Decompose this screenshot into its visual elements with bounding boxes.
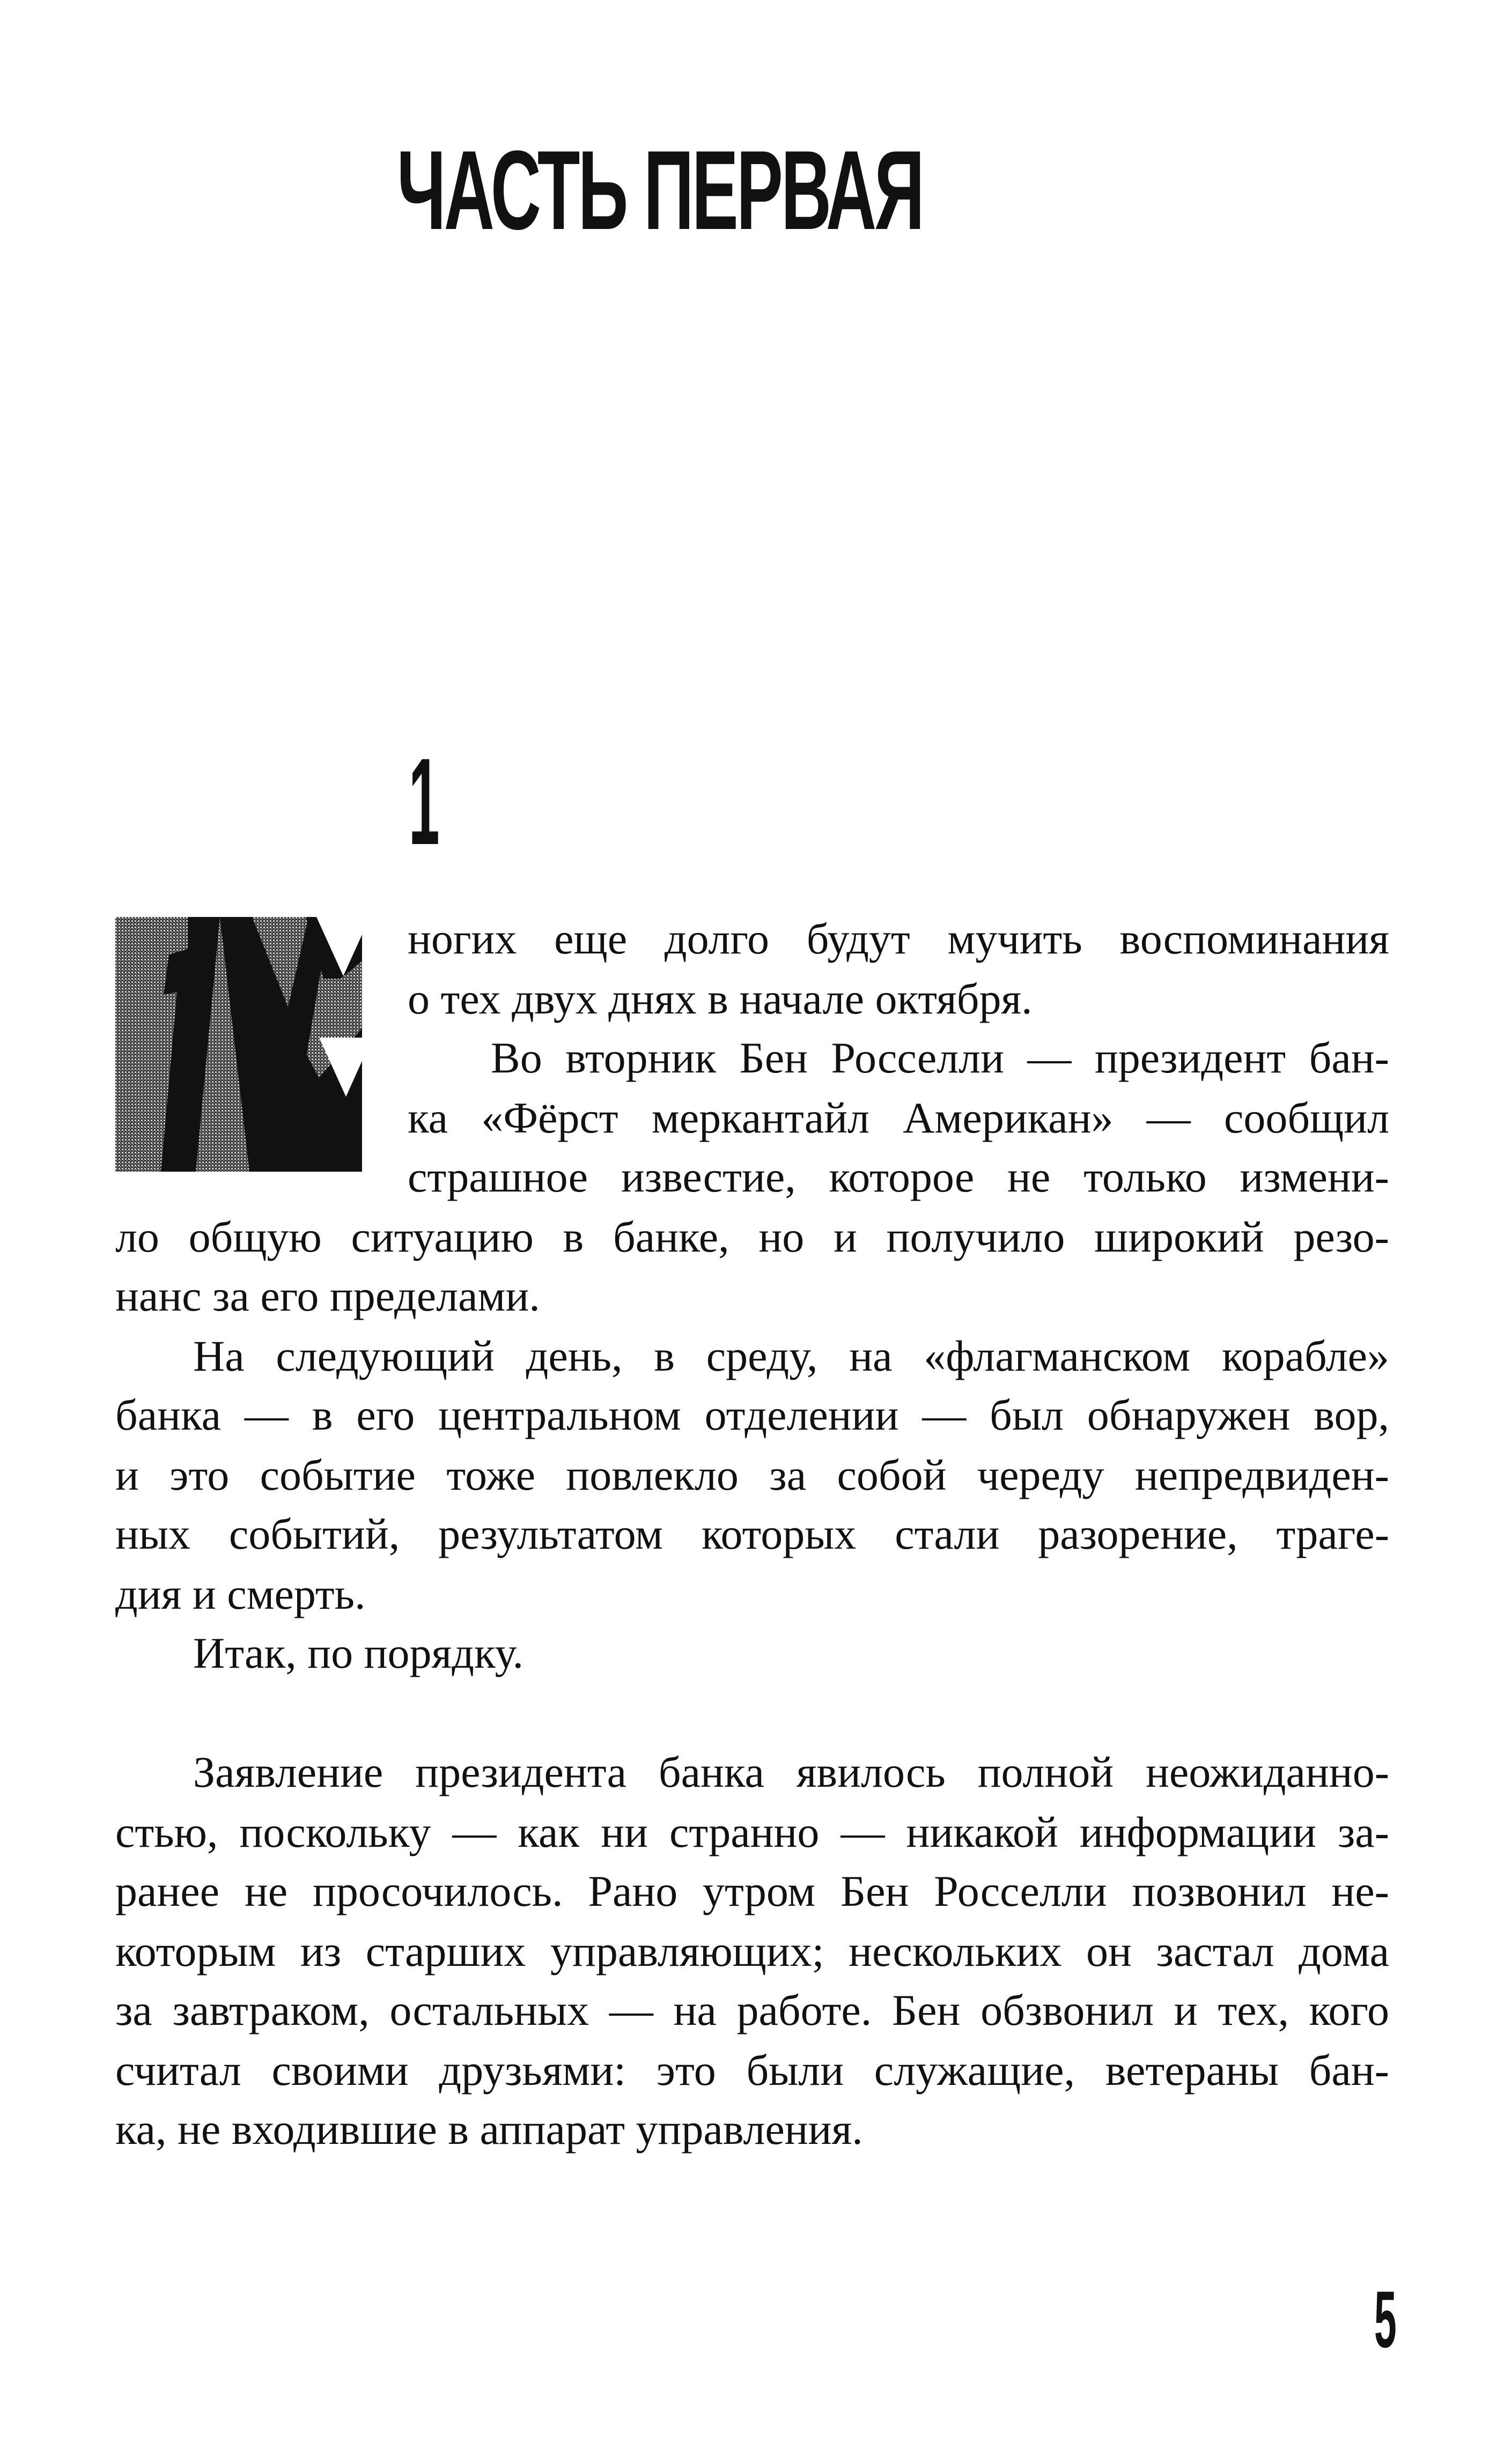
text-line: ранее не просочилось. Рано утром Бен Росселли позвонил не-	[115, 1867, 1389, 1915]
text-line: ногих еще долго будут мучить воспоминания	[408, 914, 1389, 963]
text-line: стью, поскольку — как ни странно — никакой информации за-	[115, 1808, 1389, 1856]
text-line: страшное известие, которое не только измени-	[408, 1152, 1389, 1201]
text-line: считал своими друзьями: это были служащие, ветераны бан-	[115, 2046, 1389, 2095]
chapter-number: 1	[409, 732, 440, 870]
part-title: ЧАСТЬ ПЕРВАЯ	[397, 127, 923, 253]
page-number: 5	[1374, 2274, 1397, 2364]
text-line: о тех двух днях в начале октября.	[408, 974, 1033, 1023]
text-line: дия и смерть.	[115, 1570, 366, 1618]
text-line: ка «Фёрст меркантайл Американ» — сообщил	[408, 1093, 1389, 1142]
text-line: ных событий, результатом которых стали разорение, траге-	[115, 1510, 1389, 1558]
text-line: На следующий день, в среду, на «флагманском корабле»	[193, 1331, 1389, 1380]
text-line: банка — в его центральном отделении — был обнаружен вор,	[115, 1390, 1389, 1439]
text-line: и это событие тоже повлекло за собой череду непредвиден-	[115, 1451, 1389, 1499]
dropcap-letter-m-icon	[115, 917, 370, 1172]
text-line: за завтраком, остальных — на работе. Бен обзвонил и тех, кого	[115, 1986, 1389, 2034]
text-line: Итак, по порядку.	[193, 1629, 524, 1677]
text-line: ка, не входившие в аппарат управления.	[115, 2105, 863, 2154]
text-line: Заявление президента банка явилось полной неожиданно-	[193, 1748, 1389, 1796]
text-line: которым из старших управляющих; нескольких он застал дома	[115, 1927, 1389, 1975]
text-line: ло общую ситуацию в банке, но и получило широкий резо-	[115, 1212, 1389, 1261]
text-line: Во вторник Бен Росселли — президент бан-	[491, 1033, 1389, 1082]
text-line: нанс за его пределами.	[115, 1271, 540, 1320]
